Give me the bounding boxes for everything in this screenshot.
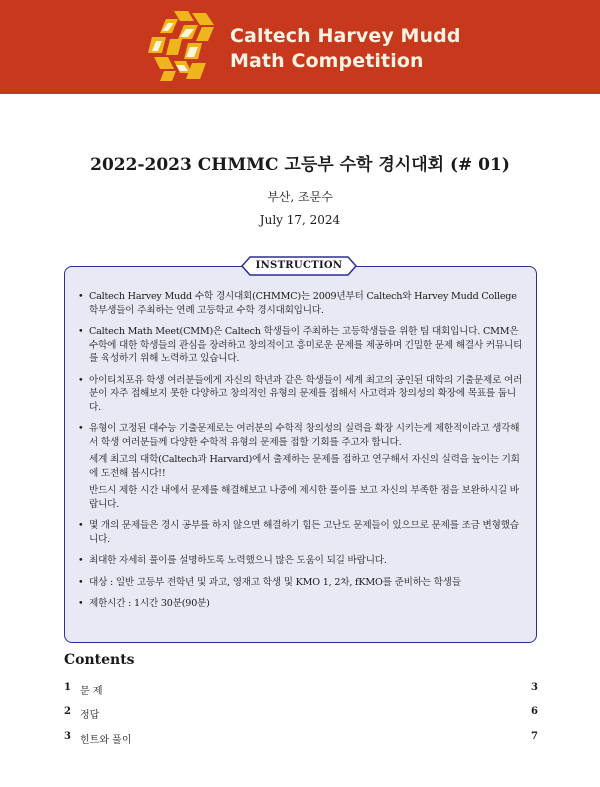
- item-text: 대상 : 일반 고등부 전학년 및 과고, 영재고 학생 및 KMO 1, 2차, fKMO를 준비하는 학생들: [89, 576, 461, 588]
- toc-page[interactable]: 7: [531, 731, 538, 742]
- list-item: [78, 597, 526, 611]
- item-text: 몇 개의 문제들은 경시 공부를 하지 않으면 해결하기 힘든 고난도 문제들이 있으므로 문제를 조금 변형했습니다.: [89, 520, 519, 545]
- list-item: [78, 422, 526, 511]
- item-text: 유형이 고정된 대수능 기출문제로는 여러분의 수학적 창의성의 실력을 확장 시키는게 제한적이라고 생각해서 학생 여러분들께 다양한 수학적 유형의 문제를 접할 기회를 주고자 합니다.: [89, 423, 520, 448]
- bullet-icon: •: [78, 326, 84, 337]
- toc-entry-answers[interactable]: [64, 706, 538, 722]
- item-text: Caltech Harvey Mudd 수학 경시대회(CHMMC)는 2009년부터 Caltech와 Harvey Mudd College 학부생들이 주최하는 연례 고등학교 수학 경시대회입니다.: [89, 291, 517, 316]
- item-text: 세계 최고의 대학(Caltech과 Harvard)에서 출제하는 문제를 접하고 연구해서 자신의 실력을 높이는 기회에 도전해 봅시다!!: [89, 454, 520, 479]
- instruction-tag-label: INSTRUCTION: [255, 260, 343, 271]
- bullet-icon: •: [78, 374, 84, 386]
- bullet-icon: •: [78, 598, 84, 609]
- bullet-icon: •: [78, 291, 84, 302]
- item-text: 제한시간 : 1시간 30분(90분): [89, 598, 210, 609]
- page-title: 2022-2023 CHMMC 고등부 수학 경시대회 (# 01): [90, 155, 510, 175]
- list-item: [78, 325, 526, 366]
- list-item: [78, 374, 526, 415]
- toc-page[interactable]: 6: [531, 706, 538, 717]
- brand-line-2: Math Competition: [230, 50, 424, 72]
- toc-number: 3: [64, 731, 71, 742]
- bullet-icon: •: [78, 555, 84, 566]
- item-text: Caltech Math Meet(CMM)은 Caltech 학생들이 주최하는 고등학생들을 위한 팀 대회입니다. CMM은 수학에 대한 학생들의 관심을 장려하고 창의적이고 흥미로운 문제를 제공하며 긴밀한 문제 해결사 커뮤니티를 육성하기 위해 노력하고 있습니다.: [89, 326, 523, 364]
- contents-heading: Contents: [64, 652, 135, 668]
- toc-label[interactable]: 힌트와 풀이: [80, 735, 132, 746]
- list-item: [78, 290, 526, 317]
- item-text: 최대한 자세히 풀이를 설명하도록 노력했으니 많은 도움이 되길 바랍니다.: [89, 555, 387, 566]
- item-text: 아이티치포유 학생 여러분들에게 자신의 학년과 같은 학생들이 세계 최고의 공인된 대학의 기출문제로 여러분이 자주 접해보지 못한 다양하고 창의적인 유형의 문제를 접해서 사고력과 창의성의 확장에 목표를 둡니다.: [89, 374, 523, 413]
- toc-number: 2: [64, 706, 71, 717]
- instruction-list: [78, 290, 526, 619]
- toc-entry-solutions[interactable]: [64, 731, 538, 747]
- toc-page[interactable]: 3: [531, 682, 538, 693]
- toc-label[interactable]: 문 제: [80, 686, 103, 697]
- instruction-tag: [241, 256, 357, 276]
- list-item: [78, 554, 526, 568]
- chmmc-logo-icon: [144, 9, 220, 83]
- toc-number: 1: [64, 682, 71, 693]
- date: July 17, 2024: [259, 213, 341, 227]
- author: 부산, 조문수: [267, 190, 333, 204]
- list-item: [78, 576, 526, 590]
- bullet-icon: •: [78, 423, 84, 434]
- header-banner: [0, 0, 600, 94]
- toc-label[interactable]: 정답: [80, 710, 100, 721]
- toc-entry-problems[interactable]: [64, 682, 538, 698]
- list-item: [78, 519, 526, 546]
- bullet-icon: •: [78, 520, 84, 531]
- item-text: 반드시 제한 시간 내에서 문제를 해결해보고 나중에 제시한 풀이를 보고 자신의 부족한 점을 보완하시길 바랍니다.: [89, 485, 519, 510]
- brand-title: [230, 24, 461, 74]
- bullet-icon: •: [78, 576, 84, 588]
- brand-line-1: Caltech Harvey Mudd: [230, 25, 461, 47]
